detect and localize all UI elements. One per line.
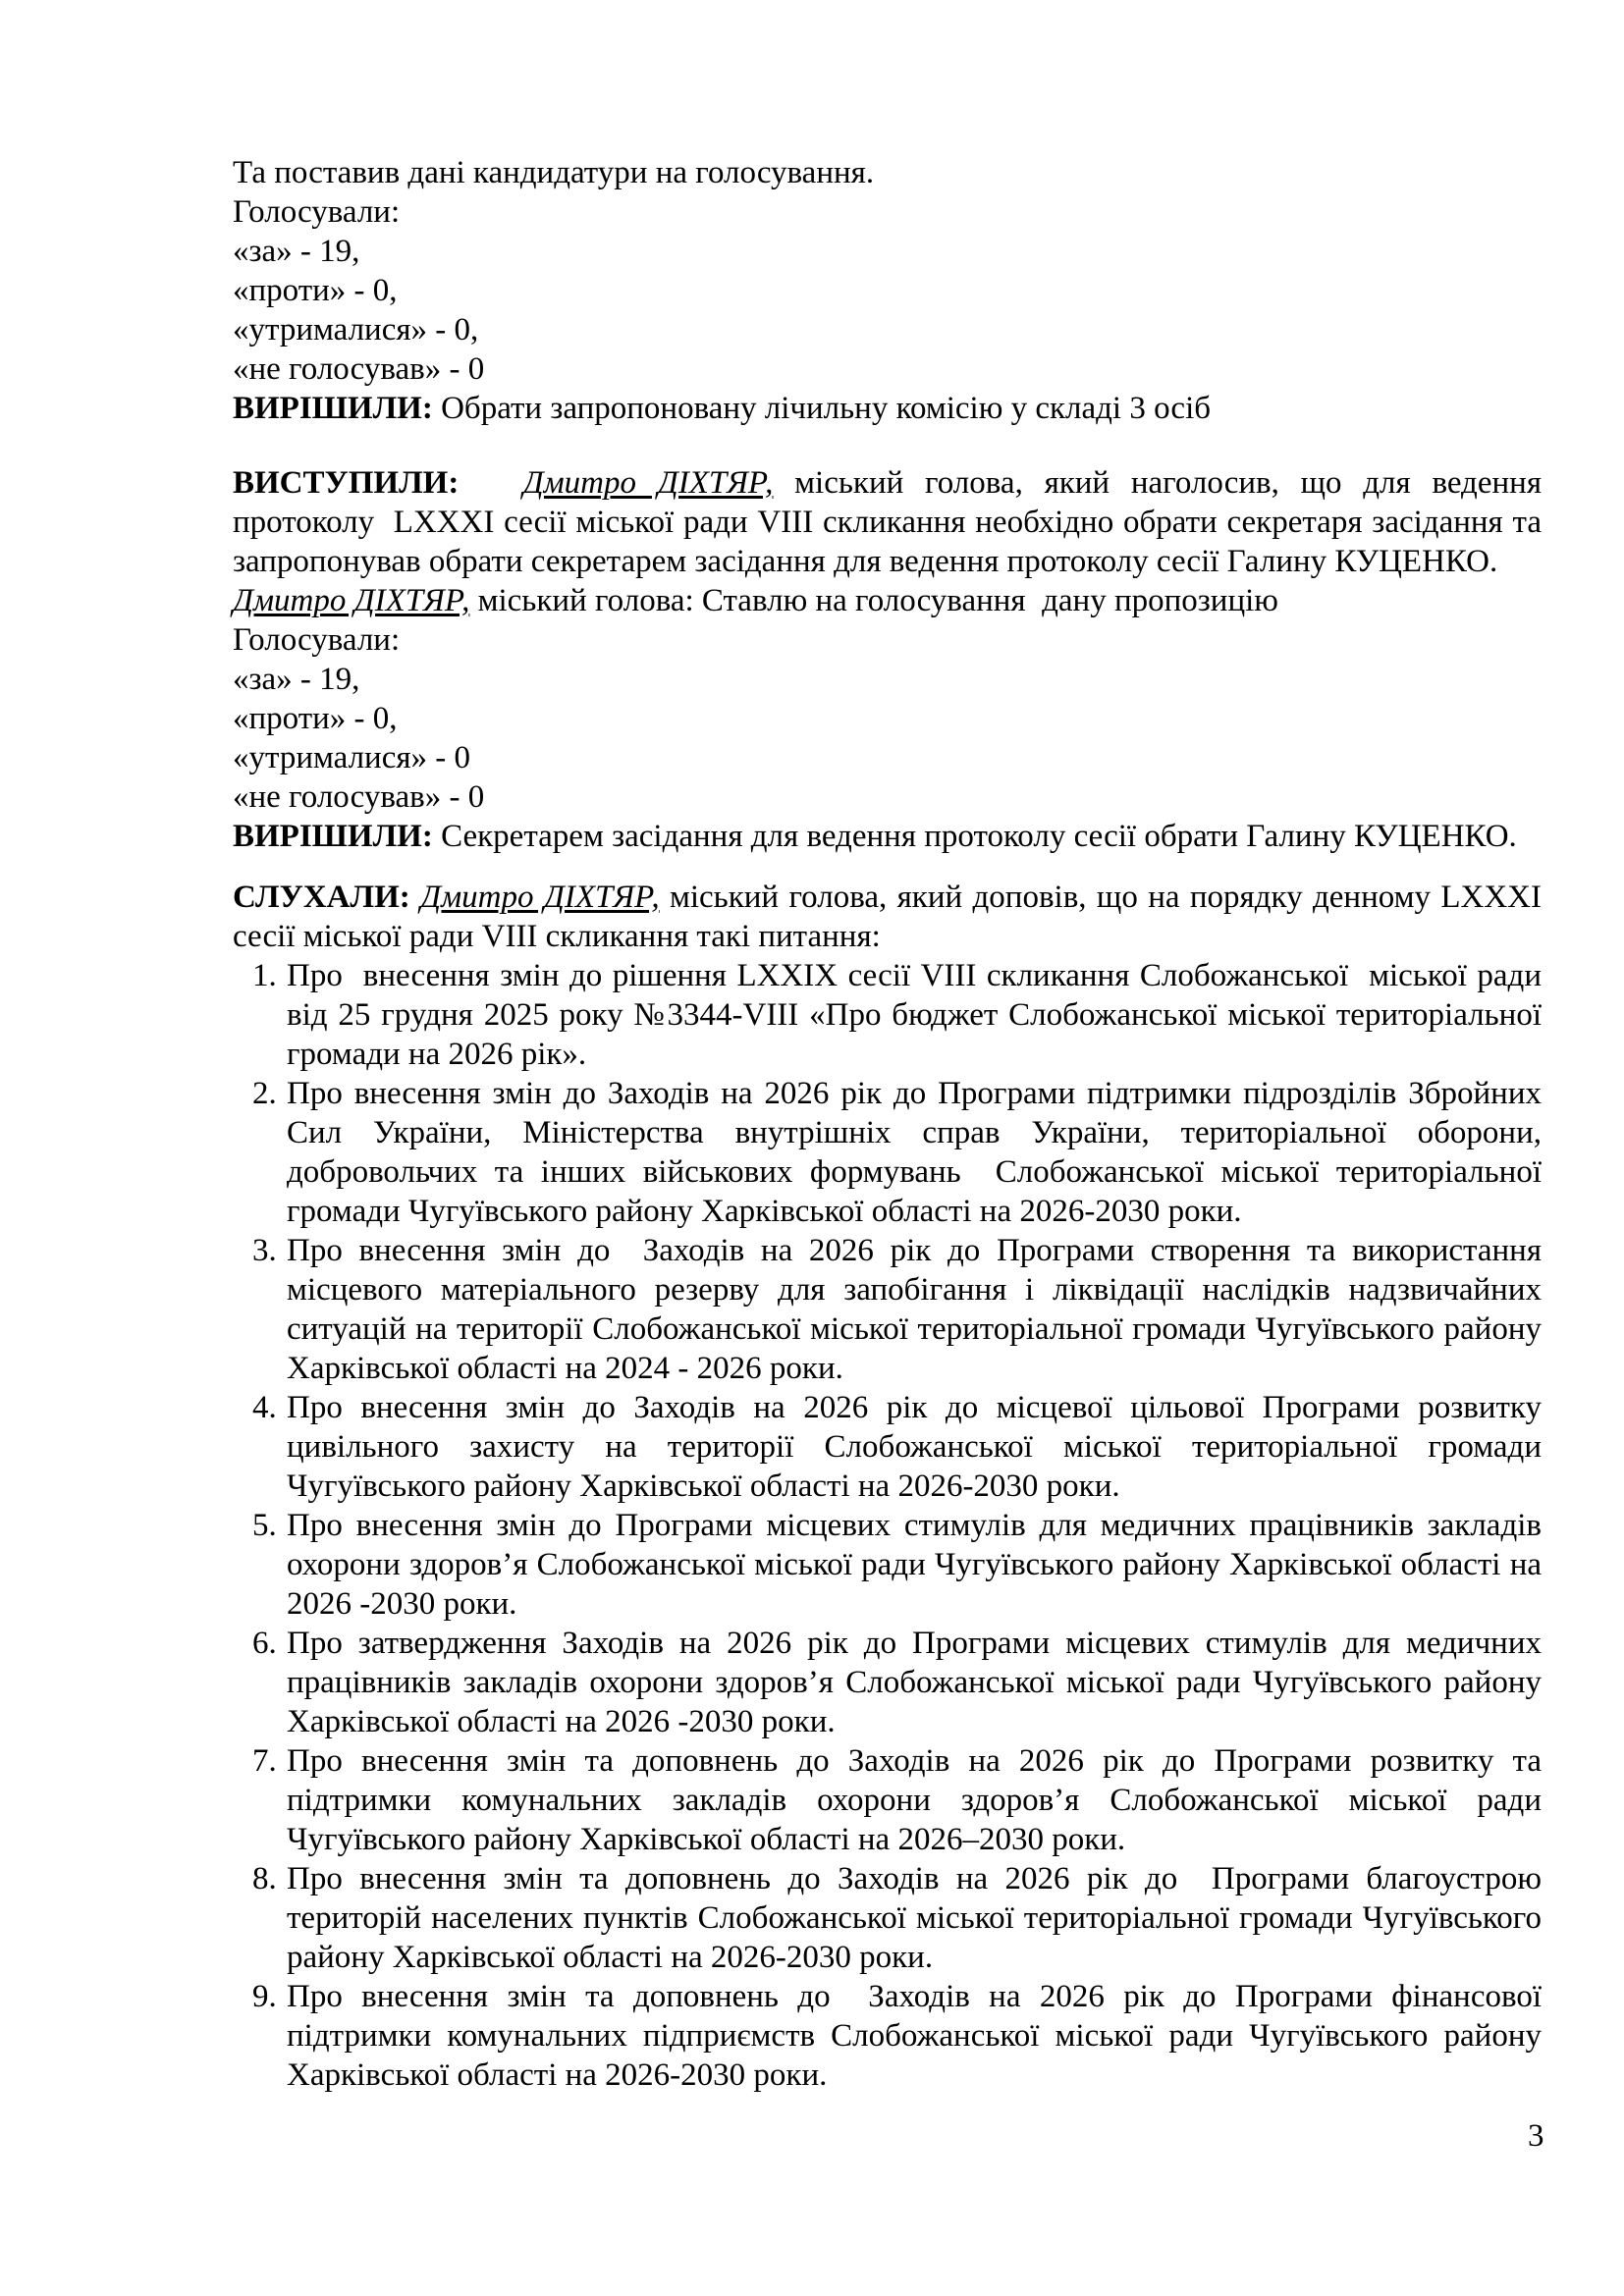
agenda-item (233, 1859, 1542, 1977)
text-segment: Про затвердження Заходів на 2026 рік до Програми місцевих стимулів для медичних працівників закладів охорони здоров’я Слобожанської міської ради Чугуївського району Харківської області на 2026 -2030 роки. (287, 1626, 1542, 1739)
agenda-item (233, 1388, 1542, 1506)
agenda-item (233, 1624, 1542, 1741)
text-segment: міський голова, який доповів, що на порядку денному LXXXI сесії міської ради VIII скликання такі питання: (233, 880, 1543, 954)
text-line (233, 620, 1542, 660)
text-segment: Про внесення змін до Заходів на 2026 рік до місцевої цільової Програми розвитку цивільного захисту на території Слобожанської міської територіальної громади Чугуївського району Харківської області на 2026-2030 роки. (287, 1390, 1542, 1504)
text-segment: Голосували: (233, 622, 401, 658)
agenda-item (233, 1977, 1542, 2095)
text-segment: Про внесення змін та доповнень до Заходів на 2026 рік до Програми благоустрою територій населених пунктів Слобожанської міської територіальної громади Чугуївського району Харківської області на 2026-2030 роки. (287, 1861, 1542, 1975)
agenda-item-number: 5. (252, 1508, 277, 1543)
text-segment: Секретарем засідання для ведення протоколу сесії обрати Галину КУЦЕНКО. (432, 819, 1517, 854)
text-segment: «утрималися» - 0, (233, 312, 479, 347)
text-segment: «не голосував» - 0 (233, 779, 485, 815)
agenda-item-number: 6. (252, 1626, 277, 1661)
agenda-item (233, 1506, 1542, 1624)
text-segment: Про внесення змін та доповнень до Заходів на 2026 рік до Програми розвитку та підтримки комунальних закладів охорони здоров’я Слобожанської міської ради Чугуївського району Харківської області на 2026–2030 роки. (287, 1743, 1542, 1857)
text-segment: «за» - 19, (233, 234, 360, 269)
agenda-item-number: 9. (252, 1979, 277, 2014)
heard-paragraph (233, 878, 1542, 956)
text-segment (459, 465, 522, 501)
vote-count-line (233, 232, 1542, 271)
text-segment: «утрималися» - 0 (233, 740, 471, 775)
text-segment: Про внесення змін та доповнень до Заходів на 2026 рік до Програми фінансової підтримки комунальних підприємств Слобожанської міської ради Чугуївського району Харківської області на 2026-2030 роки. (287, 1979, 1542, 2093)
section-label: СЛУХАЛИ: (233, 880, 410, 915)
vote-count-line (233, 660, 1542, 699)
vote-count-line (233, 271, 1542, 310)
agenda-item (233, 1231, 1542, 1388)
page-number: 3 (1528, 2118, 1544, 2154)
text-segment: «не голосував» - 0 (233, 351, 485, 387)
agenda-item-number: 2. (252, 1076, 277, 1111)
vote-count-line (233, 349, 1542, 389)
agenda-item-number: 4. (252, 1390, 277, 1425)
text-segment: «за» - 19, (233, 662, 360, 697)
speaker-statement-paragraph (233, 581, 1542, 620)
speakers-paragraph (233, 463, 1542, 581)
text-segment (410, 880, 420, 915)
vote-count-line (233, 738, 1542, 777)
vote-count-line (233, 777, 1542, 817)
agenda-item-number: 1. (252, 958, 277, 993)
text-segment: міський голова, який наголосив, що для ведення протоколу LXXXI сесії міської ради VIII скликання необхідно обрати секретаря засідання та запропонував обрати секретарем засідання для ведення протоколу сесії Галину КУЦЕНКО. (233, 465, 1542, 579)
agenda-item-number: 3. (252, 1233, 277, 1268)
text-segment: Обрати запропоновану лічильну комісію у складі 3 осіб (432, 391, 1212, 426)
text-segment: Та поставив дані кандидатури на голосування. (233, 155, 875, 190)
vote-count-line (233, 310, 1542, 349)
resolution-line (233, 817, 1542, 856)
text-segment: Про внесення змін до рішення LXXIX сесії VIII скликання Слобожанської міської ради від 25 грудня 2025 року №3344-VIII «Про бюджет Слобожанської міської територіальної громади на 2026 рік». (287, 958, 1542, 1072)
agenda-item (233, 1074, 1542, 1231)
text-segment: Голосували: (233, 194, 401, 230)
document-content (233, 153, 1542, 2095)
speaker-name: Дмитро ДІХТЯР, (522, 465, 774, 501)
resolution-line (233, 389, 1542, 428)
agenda-item-number: 7. (252, 1743, 277, 1779)
text-segment: Про внесення змін до Заходів на 2026 рік до Програми створення та використання місцевого матеріального резерву для запобігання і ліквідації наслідків надзвичайних ситуацій на території Слобожанської міської територіальної громади Чугуївського району Харківської області на 2024 - 2026 роки. (287, 1233, 1542, 1386)
text-segment: Про внесення змін до Заходів на 2026 рік до Програми підтримки підрозділів Збройних Сил України, Міністерства внутрішніх справ України, територіальної оборони, добровольчих та інших військових формувань Слобожанської міської територіальної громади Чугуївського району Харківської області на 2026-2030 роки. (287, 1076, 1542, 1229)
agenda-item (233, 1741, 1542, 1859)
section-label: ВИРІШИЛИ: (233, 391, 433, 426)
vote-count-line (233, 699, 1542, 738)
agenda-item-number: 8. (252, 1861, 277, 1896)
speaker-name: Дмитро ДІХТЯР, (420, 880, 660, 915)
text-segment: «проти» - 0, (233, 701, 398, 736)
speaker-name: Дмитро ДІХТЯР, (233, 583, 470, 618)
text-segment: Про внесення змін до Програми місцевих стимулів для медичних працівників закладів охорони здоров’я Слобожанської міської ради Чугуївського району Харківської області на 2026 -2030 роки. (287, 1508, 1542, 1622)
text-segment: «проти» - 0, (233, 273, 398, 308)
section-label: ВИСТУПИЛИ: (233, 465, 460, 501)
text-line (233, 192, 1542, 232)
text-segment: міський голова: Ставлю на голосування дану пропозицію (469, 583, 1278, 618)
text-line (233, 153, 1542, 192)
section-label: ВИРІШИЛИ: (233, 819, 433, 854)
agenda-item (233, 956, 1542, 1074)
